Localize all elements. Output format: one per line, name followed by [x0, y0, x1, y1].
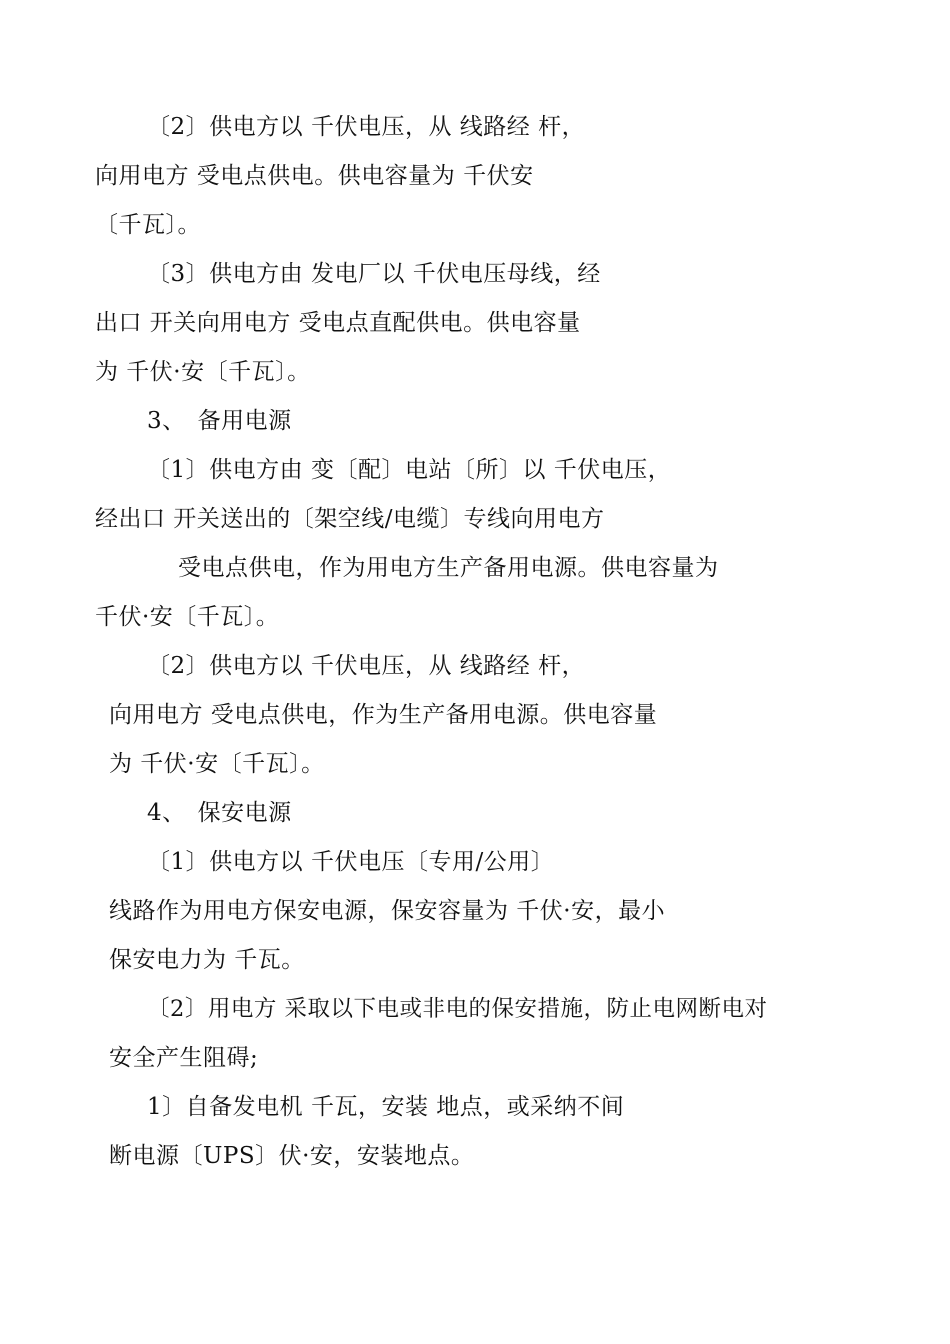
paragraph-line: 为 千伏·安〔千瓦〕。 [109, 751, 325, 777]
paragraph-line: 保安电力为 千瓦。 [109, 947, 305, 973]
paragraph-line: 出口 开关向用电方 受电点直配供电。供电容量 [95, 310, 581, 336]
paragraph-line: 〔2〕用电方 采取以下电或非电的保安措施，防止电网断电对 [147, 996, 768, 1022]
paragraph-line: 受电点供电，作为用电方生产备用电源。供电容量为 [178, 555, 719, 581]
paragraph-line: 经出口 开关送出的〔架空线/电缆〕专线向用电方 [95, 506, 605, 532]
paragraph-line: 〔1〕供电方由 变〔配〕电站〔所〕以 千伏电压， [147, 457, 672, 483]
paragraph-line: 千伏·安〔千瓦〕。 [95, 604, 280, 630]
paragraph-line: 〔2〕供电方以 千伏电压，从 线路经 杆， [147, 653, 586, 679]
section-heading: 4、 保安电源 [147, 800, 292, 826]
list-item-line: 断电源〔UPS〕伏·安，安装地点。 [109, 1143, 475, 1169]
paragraph-line: 为 千伏·安〔千瓦〕。 [95, 359, 311, 385]
paragraph-line: 〔千瓦〕。 [95, 212, 201, 238]
paragraph-line: 〔3〕供电方由 发电厂以 千伏电压母线，经 [147, 261, 601, 287]
paragraph-line: 〔2〕供电方以 千伏电压，从 线路经 杆， [147, 114, 586, 140]
paragraph-line: 向用电方 受电点供电。供电容量为 千伏安 [95, 163, 534, 189]
paragraph-line: 线路作为用电方保安电源，保安容量为 千伏·安，最小 [109, 898, 666, 924]
paragraph-line: 安全产生阻碍; [109, 1045, 259, 1071]
paragraph-line: 〔1〕供电方以 千伏电压〔专用/公用〕 [147, 849, 555, 875]
section-heading: 3、 备用电源 [147, 408, 292, 434]
list-item-line: 1〕自备发电机 千瓦，安装 地点，或采纳不间 [147, 1094, 625, 1120]
paragraph-line: 向用电方 受电点供电，作为生产备用电源。供电容量 [109, 702, 658, 728]
